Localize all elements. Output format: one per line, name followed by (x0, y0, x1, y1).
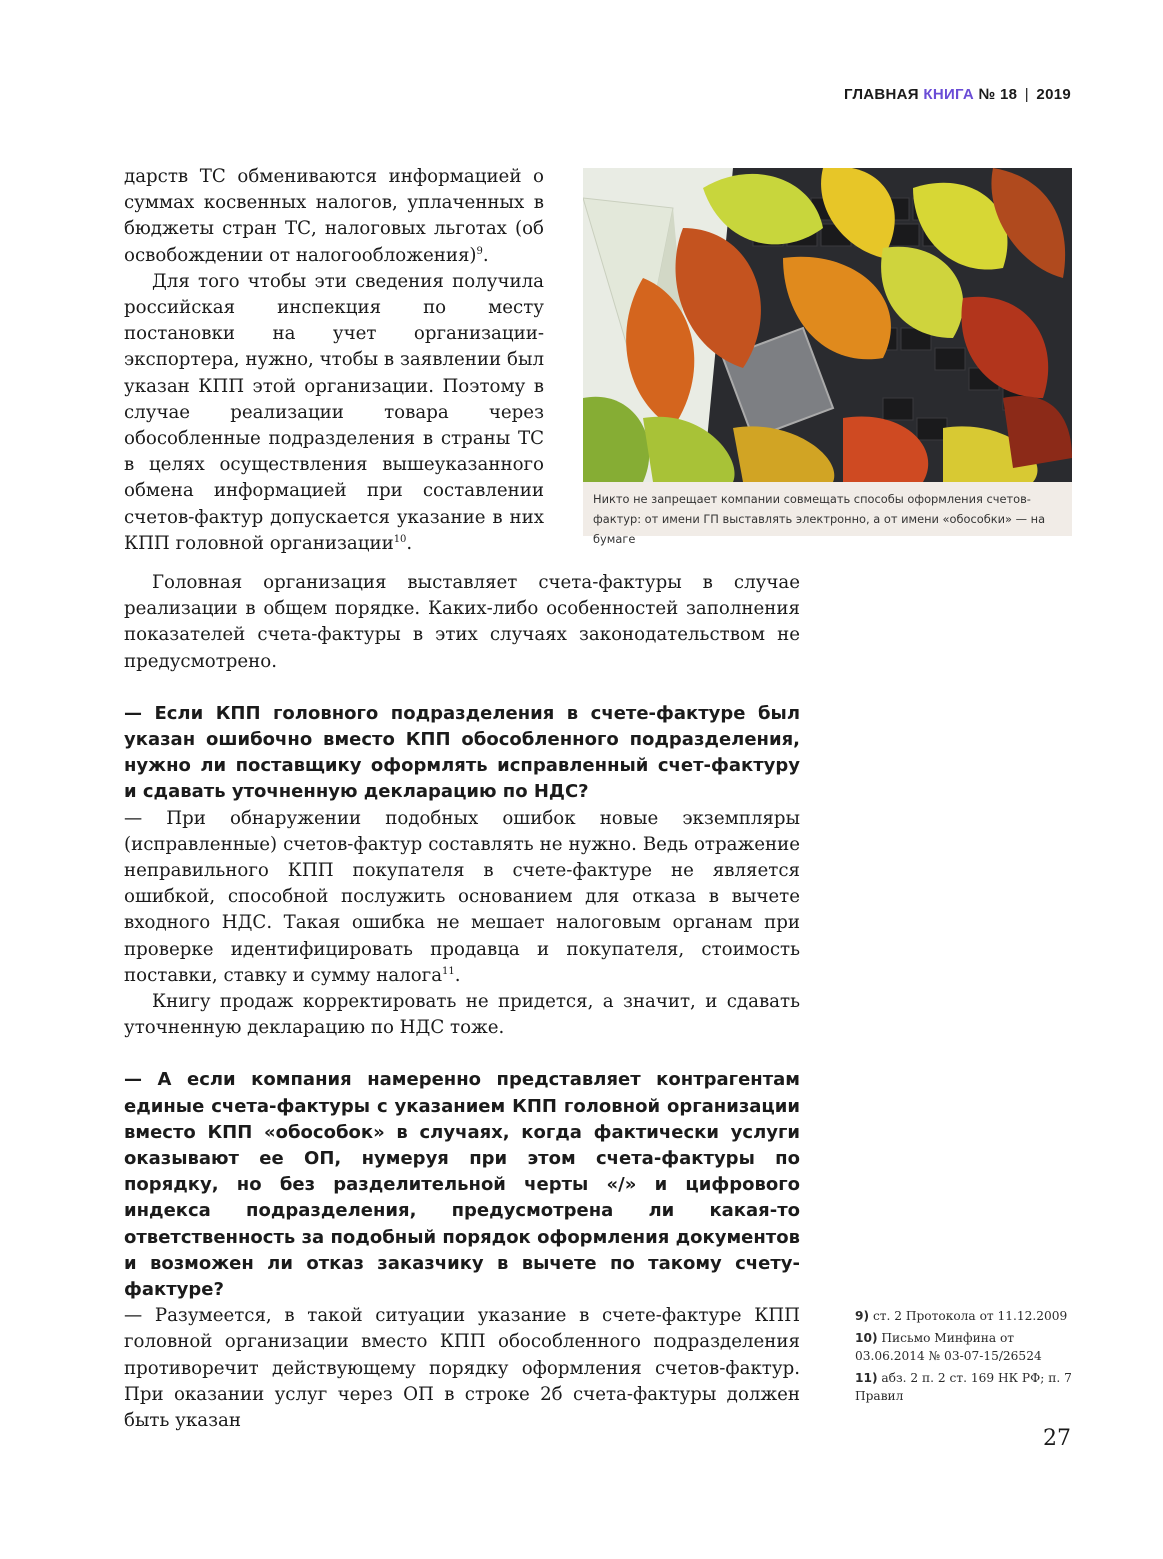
paragraph-3: Головная организация выставляет счета-фактуры в случае реализации в общем порядке. Каких-либо особенностей заполнения показателей счета-фактуры в этих случаях законодательством не предусмотрено. (124, 572, 800, 672)
brand-main: ГЛАВНАЯ (844, 86, 919, 103)
article-photo (583, 168, 1072, 482)
paragraph-2: Для того чтобы эти сведения получила российская инспекция по месту постановки на учет организации-экспортера, нужно, чтобы в заявлении был указан КПП этой организации. Поэтому в случае реализации товара через обособленные подразделения в страны ТС в целях осуществления вышеуказанного обмена информацией при составлении счетов-фактур допускается указание в них КПП головной организации$^{10}$. (124, 270, 544, 554)
issue-number: № 18 (978, 86, 1018, 103)
footnote-ref-9[interactable]: 9 (476, 245, 483, 257)
answer-2: — Разумеется, в такой ситуации указание в счете-фактуре КПП головной организации вместо КПП обособленного подразделения противоречит действующему порядку оформления счетов-фактур. При оказании услуг через ОП в строке 2б счета-фактуры должен быть указан (124, 1305, 800, 1432)
autumn-leaves-laptop-image (583, 168, 1072, 482)
footnote-11: 11) абз. 2 п. 2 ст. 169 НК РФ; п. 7 Правил (855, 1371, 1072, 1403)
narrow-column (124, 164, 544, 557)
photo-caption: Никто не запрещает компании совмещать способы оформления счетов-фактур: от имени ГП выставлять электронно, а от имени «обособки» — на бумаге (583, 482, 1072, 536)
brand-accent: КНИГА (923, 86, 975, 103)
running-header (844, 86, 1071, 103)
question-2: — А если компания намеренно представляет контрагентам единые счета-фактуры с указанием КПП головной организации вместо КПП «обособок» в случаях, когда фактически услуги оказывают ее ОП, нумеруя при этом счета-фактуры по порядку, но без разделительной черты «/» и цифрового индекса подразделения, предусмотрена ли какая-то ответственность за подобный порядок оформления документов и возможен ли отказ заказчику в вычете по такому счету-фактуре? (124, 1069, 800, 1301)
footnotes (855, 1307, 1085, 1409)
question-1: — Если КПП головного подразделения в счете-фактуре был указан ошибочно вместо КПП обособленного подразделения, нужно ли поставщику оформлять исправленный счет-фактуру и сдавать уточненную декларацию по НДС? (124, 702, 800, 803)
footnote-ref-10[interactable]: 10 (393, 533, 407, 545)
answer-1: — При обнаружении подобных ошибок новые экземпляры (исправленные) счетов-фактур составлять не нужно. Ведь отражение неправильного КПП покупателя в счете-фактуре не является ошибкой, способной послужить основанием для отказа в вычете входного НДС. Такая ошибка не мешает налоговым органам при проверке идентифицировать продавца и покупателя, стоимость поставки, ставку и сумму налога$^{11}$. (124, 807, 800, 986)
issue-year: 2019 (1036, 86, 1071, 103)
footnote-10: 10) Письмо Минфина от 03.06.2014 № 03-07-15/26524 (855, 1331, 1042, 1363)
footnote-9: 9) ст. 2 Протокола от 11.12.2009 (855, 1309, 1068, 1323)
header-separator: | (1024, 86, 1029, 103)
main-text-block (124, 570, 800, 1434)
paragraph-1: дарств ТС обмениваются информацией о суммах косвенных налогов, уплаченных в бюджеты стран ТС, налоговых льготах (об освобождении от налогообложения)$^9$. (124, 166, 544, 266)
page-number: 27 (1043, 1426, 1071, 1451)
paragraph-4: Книгу продаж корректировать не придется, а значит, и сдавать уточненную декларацию по НДС тоже. (124, 991, 800, 1039)
footnote-ref-11[interactable]: 11 (442, 965, 455, 977)
